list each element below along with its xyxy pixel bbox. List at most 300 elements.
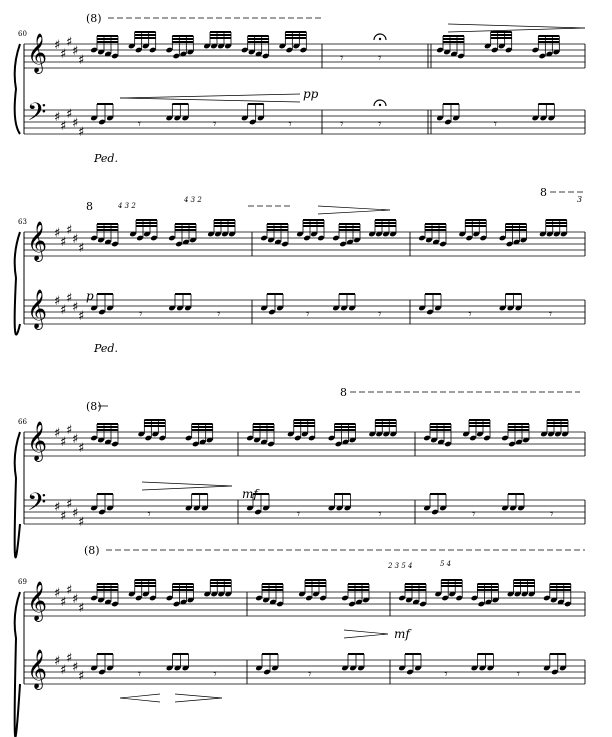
beam: [443, 35, 464, 37]
sharp-sign: ♯: [66, 497, 73, 512]
beam: [469, 422, 490, 424]
beam: [214, 225, 235, 227]
key-signature: [54, 497, 84, 530]
brace: [15, 44, 20, 134]
beam: [305, 579, 326, 581]
beam: [253, 429, 274, 431]
ottava-mark: (8): [86, 12, 102, 25]
beamed-notes: [203, 579, 232, 597]
beam: [477, 589, 498, 591]
beam: [514, 579, 535, 581]
beam: [210, 34, 231, 36]
eighth-rest: 𝄾: [468, 307, 472, 322]
crescendo-hairpin: [120, 94, 300, 102]
beam: [441, 582, 462, 584]
beam: [97, 103, 113, 105]
beam: [267, 293, 283, 295]
eighth-rest: 𝄾: [213, 667, 217, 682]
eighth-rest: 𝄾: [472, 507, 476, 522]
beam: [547, 419, 568, 421]
beam: [491, 37, 512, 39]
beam: [335, 426, 356, 428]
beam: [248, 35, 269, 37]
measure: [418, 219, 567, 322]
beamed-notes: [341, 653, 365, 671]
measure: [90, 31, 307, 132]
eighth-rest: 𝄾: [516, 667, 521, 682]
beam: [192, 493, 208, 495]
ottava-mark: (8): [86, 400, 102, 413]
beam: [491, 34, 512, 36]
beamed-notes: [328, 493, 352, 511]
staff: [24, 660, 585, 684]
beam: [550, 583, 571, 585]
beam: [506, 229, 527, 231]
measure: [398, 579, 571, 682]
staff: [24, 110, 585, 134]
beam: [477, 583, 498, 585]
eighth-rest: 𝄾: [340, 117, 344, 132]
sharp-sign: ♯: [66, 423, 73, 438]
sharp-sign: ♯: [60, 435, 67, 450]
treble-clef: 𝄞: [27, 33, 48, 73]
sharp-sign: ♯: [78, 309, 85, 324]
beam: [210, 582, 231, 584]
beam: [192, 429, 213, 431]
beam: [348, 583, 369, 585]
beam: [172, 41, 193, 43]
beam: [172, 38, 193, 40]
eighth-rest: 𝄾: [139, 307, 143, 322]
key-signature: [54, 291, 84, 324]
treble-clef: 𝄞: [27, 221, 48, 261]
beamed-notes: [471, 653, 495, 671]
beam: [173, 586, 194, 588]
beam: [375, 422, 396, 424]
beam: [253, 423, 274, 425]
beam: [267, 223, 288, 225]
beam: [136, 222, 157, 224]
beam: [135, 34, 156, 36]
beam: [305, 582, 326, 584]
key-signature: [54, 223, 84, 256]
beam: [97, 35, 118, 37]
beam: [214, 222, 235, 224]
beam: [477, 653, 493, 655]
beam: [248, 103, 264, 105]
beam: [506, 226, 527, 228]
beam: [508, 429, 529, 431]
sharp-sign: ♯: [60, 595, 67, 610]
beam: [192, 423, 213, 425]
measure: [246, 419, 397, 522]
beam: [538, 103, 554, 105]
beam: [508, 423, 529, 425]
triplet-mark: 3: [577, 195, 583, 204]
beam: [175, 223, 196, 225]
measure-number: 63: [18, 218, 27, 226]
beam: [97, 223, 118, 225]
treble-clef: 𝄞: [27, 289, 48, 329]
measure: [260, 219, 397, 322]
beam: [262, 586, 283, 588]
beam: [430, 426, 451, 428]
sharp-sign: ♯: [72, 232, 79, 247]
measure: [340, 51, 382, 132]
beam: [136, 225, 157, 227]
eighth-rest: 𝄾: [306, 307, 310, 322]
beam: [173, 653, 189, 655]
beam: [97, 226, 118, 228]
eighth-rest: 𝄾: [444, 667, 448, 682]
beam: [210, 585, 231, 587]
sharp-sign: ♯: [78, 601, 85, 616]
beam: [339, 293, 355, 295]
beam: [305, 585, 326, 587]
beamed-notes: [166, 103, 190, 121]
beam: [97, 429, 118, 431]
system-4: [15, 560, 585, 737]
bass-clef: 𝄢: [27, 488, 47, 523]
key-signature: [54, 583, 84, 616]
fingering: 4 3 2: [118, 202, 136, 210]
sharp-sign: ♯: [66, 651, 73, 666]
beam: [508, 493, 524, 495]
beam: [294, 425, 315, 427]
sharp-sign: ♯: [54, 500, 61, 515]
measure: [90, 579, 232, 682]
eighth-rest: 𝄾: [217, 307, 221, 322]
beam: [547, 425, 568, 427]
beam: [175, 229, 196, 231]
beam: [375, 419, 396, 421]
dynamic-mark: mf: [394, 627, 410, 641]
beam: [375, 222, 396, 224]
brace: [15, 232, 20, 335]
beam: [136, 219, 157, 221]
sharp-sign: ♯: [60, 47, 67, 62]
beamed-notes: [368, 419, 397, 437]
beamed-notes: [166, 653, 190, 671]
beam: [405, 653, 421, 655]
measure-number: 60: [18, 30, 27, 38]
eighth-rest: 𝄾: [296, 507, 301, 522]
beam: [550, 586, 571, 588]
beam: [173, 589, 194, 591]
beam: [538, 38, 559, 40]
beam: [441, 585, 462, 587]
beam: [173, 583, 194, 585]
sharp-sign: ♯: [78, 125, 85, 140]
beam: [262, 589, 283, 591]
system-1: [15, 12, 585, 165]
sharp-sign: ♯: [60, 663, 67, 678]
beam: [97, 589, 118, 591]
beam: [441, 579, 462, 581]
beam: [135, 585, 156, 587]
key-signature: [54, 35, 84, 68]
beamed-notes: [532, 103, 556, 121]
beam: [443, 103, 459, 105]
measure-number: 66: [18, 418, 27, 426]
beamed-notes: [168, 293, 192, 311]
beam: [135, 31, 156, 33]
bass-clef: 𝄢: [27, 98, 47, 133]
sharp-sign: ♯: [60, 119, 67, 134]
beam: [97, 653, 113, 655]
beam: [546, 225, 567, 227]
sharp-sign: ♯: [60, 303, 67, 318]
sharp-sign: ♯: [54, 110, 61, 125]
beam: [210, 579, 231, 581]
beam: [294, 422, 315, 424]
beam: [97, 293, 113, 295]
beam: [97, 426, 118, 428]
beamed-notes: [203, 31, 232, 49]
beam: [375, 219, 396, 221]
fingering-2: 4 3 2: [184, 196, 202, 204]
beam: [97, 423, 118, 425]
sharp-sign: ♯: [54, 586, 61, 601]
beam: [508, 426, 529, 428]
sharp-sign: ♯: [66, 35, 73, 50]
eighth-rest: 𝄾: [308, 667, 312, 682]
sharp-sign: ♯: [66, 223, 73, 238]
sharp-sign: ♯: [54, 226, 61, 241]
beam: [514, 585, 535, 587]
beam: [97, 41, 118, 43]
decrescendo-hairpin: [318, 206, 390, 214]
beam: [546, 219, 567, 221]
beamed-notes: [540, 419, 569, 437]
measure: [423, 419, 569, 522]
dynamic-mark: p: [86, 289, 94, 303]
beam: [469, 425, 490, 427]
sharp-sign: ♯: [78, 669, 85, 684]
fermata: [374, 34, 386, 40]
beam: [248, 41, 269, 43]
beam: [144, 425, 165, 427]
beam: [538, 41, 559, 43]
beam: [348, 586, 369, 588]
eighth-rest: 𝄾: [137, 117, 142, 132]
ottava-mark: 8: [86, 200, 93, 213]
sharp-sign: ♯: [54, 38, 61, 53]
eighth-rest: 𝄾: [288, 117, 292, 132]
ottava-mark-2: 8: [540, 186, 547, 199]
eighth-rest: 𝄾: [147, 507, 151, 522]
key-signature: [54, 423, 84, 456]
beam: [262, 583, 283, 585]
sharp-sign: ♯: [72, 660, 79, 675]
beam: [285, 34, 306, 36]
beam: [348, 653, 364, 655]
decrescendo-hairpin: [142, 482, 232, 490]
sharp-sign: ♯: [72, 116, 79, 131]
beam: [550, 589, 571, 591]
eighth-rest: 𝄾: [213, 117, 217, 132]
ottava-mark-bottom: (8): [84, 544, 100, 557]
beam: [285, 37, 306, 39]
beamed-notes: [185, 493, 209, 511]
beam: [172, 35, 193, 37]
sharp-sign: ♯: [54, 654, 61, 669]
beam: [405, 583, 426, 585]
sharp-sign: ♯: [66, 107, 73, 122]
pedal-mark: Ped.: [94, 342, 118, 355]
measure: [436, 31, 560, 132]
measure: [90, 219, 236, 322]
beam: [135, 579, 156, 581]
beam: [135, 37, 156, 39]
pedal-mark: Ped.: [94, 152, 118, 165]
fingering: 2 3 5 4: [388, 562, 413, 570]
beam: [430, 429, 451, 431]
sharp-sign: ♯: [54, 426, 61, 441]
eighth-rest: 𝄾: [340, 51, 344, 66]
sharp-sign: ♯: [54, 294, 61, 309]
decrescendo-hairpin: [175, 694, 222, 702]
beam: [465, 219, 486, 221]
beam: [262, 653, 278, 655]
eighth-rest: 𝄾: [137, 667, 142, 682]
beam: [506, 293, 522, 295]
sharp-sign: ♯: [72, 592, 79, 607]
sharp-sign: ♯: [66, 583, 73, 598]
beam: [144, 419, 165, 421]
beam: [443, 38, 464, 40]
beam: [214, 219, 235, 221]
fingering-2: 5 4: [440, 560, 452, 568]
beam: [546, 222, 567, 224]
beamed-notes: [501, 493, 525, 511]
beam: [248, 38, 269, 40]
beam: [339, 223, 360, 225]
beam: [469, 419, 490, 421]
beam: [430, 493, 446, 495]
beamed-notes: [507, 579, 536, 597]
beam: [514, 582, 535, 584]
beam: [430, 423, 451, 425]
sharp-sign: ♯: [60, 235, 67, 250]
beam: [97, 493, 113, 495]
beam: [491, 31, 512, 33]
beam: [294, 419, 315, 421]
sharp-sign: ♯: [78, 241, 85, 256]
sharp-sign: ♯: [60, 509, 67, 524]
dynamic-mark: mf: [242, 487, 258, 501]
beam: [97, 229, 118, 231]
beam: [425, 226, 446, 228]
key-signature: [54, 107, 84, 140]
beam: [192, 426, 213, 428]
beam: [425, 293, 441, 295]
brace: [15, 432, 20, 557]
beam: [405, 589, 426, 591]
eighth-rest: 𝄾: [378, 51, 382, 66]
beam: [348, 589, 369, 591]
beam: [303, 225, 324, 227]
beam: [477, 586, 498, 588]
beam: [465, 222, 486, 224]
beam: [405, 586, 426, 588]
beam: [253, 426, 274, 428]
beam: [375, 225, 396, 227]
staff: [24, 300, 585, 324]
beam: [135, 582, 156, 584]
beamed-notes: [207, 219, 236, 237]
beam: [175, 226, 196, 228]
beam: [285, 31, 306, 33]
decrescendo-hairpin: [344, 630, 388, 638]
system-3: [15, 386, 585, 557]
beam: [547, 422, 568, 424]
beam: [97, 38, 118, 40]
beam: [538, 35, 559, 37]
treble-clef: 𝄞: [27, 649, 48, 689]
treble-clef: 𝄞: [27, 581, 48, 621]
sharp-sign: ♯: [66, 291, 73, 306]
sharp-sign: ♯: [78, 441, 85, 456]
sharp-sign: ♯: [72, 432, 79, 447]
eighth-rest: 𝄾: [550, 507, 554, 522]
system-2: [15, 186, 585, 355]
measure-number: 69: [18, 578, 27, 586]
beam: [267, 229, 288, 231]
fermata: [374, 100, 386, 106]
eighth-rest: 𝄾: [493, 117, 498, 132]
beam: [172, 103, 188, 105]
beam: [506, 223, 527, 225]
sharp-sign: ♯: [78, 53, 85, 68]
beam: [335, 493, 351, 495]
beamed-notes: [368, 219, 397, 237]
sharp-sign: ♯: [72, 506, 79, 521]
beam: [210, 37, 231, 39]
decrescendo-hairpin: [448, 24, 585, 32]
sharp-sign: ♯: [72, 300, 79, 315]
dynamic-mark: pp: [303, 87, 319, 101]
eighth-rest: 𝄾: [548, 307, 553, 322]
beam: [144, 422, 165, 424]
brace: [15, 592, 20, 737]
beam: [97, 583, 118, 585]
staff: [24, 500, 585, 524]
sharp-sign: ♯: [72, 44, 79, 59]
beam: [175, 293, 191, 295]
beam: [267, 226, 288, 228]
treble-clef: 𝄞: [27, 421, 48, 461]
beamed-notes: [539, 219, 568, 237]
key-signature: [54, 651, 84, 684]
beam: [425, 223, 446, 225]
eighth-rest: 𝄾: [378, 117, 382, 132]
beamed-notes: [499, 293, 523, 311]
beam: [97, 586, 118, 588]
beam: [550, 653, 566, 655]
beam: [335, 429, 356, 431]
beam: [210, 31, 231, 33]
measure: [90, 419, 213, 522]
beam: [443, 41, 464, 43]
beam: [339, 226, 360, 228]
beam: [465, 225, 486, 227]
ottava-mark-2: 8: [340, 386, 347, 399]
beam: [303, 222, 324, 224]
beam: [335, 423, 356, 425]
crescendo-hairpin: [120, 694, 160, 702]
beamed-notes: [332, 293, 356, 311]
